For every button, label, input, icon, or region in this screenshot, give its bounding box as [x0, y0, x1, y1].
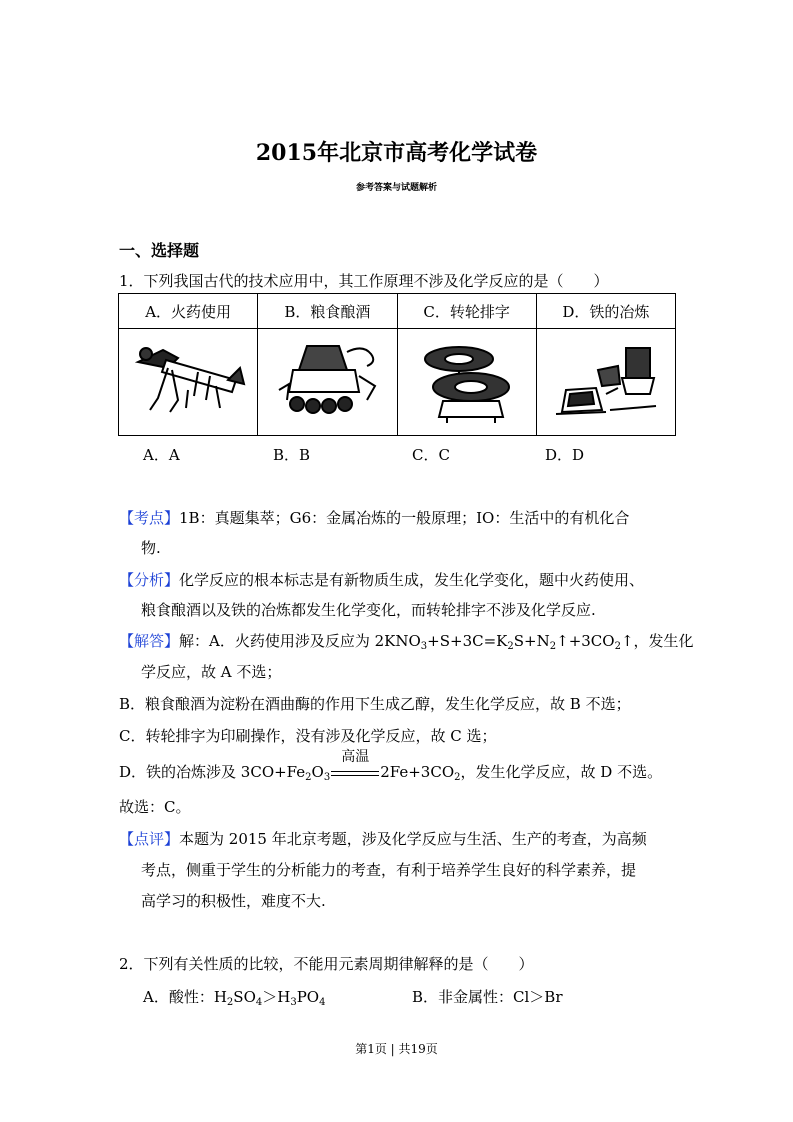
q1-option-a: A．A — [143, 446, 180, 464]
jieda-option-d: D．铁的冶炼涉及 $3CO+Fe_2O_3$ 高温 $2Fe+3CO_2$，发生化学反应，故 D 不选。 — [119, 749, 663, 783]
dianping-line-3: 高学习的积极性，难度不大. — [141, 892, 326, 910]
fenxi-label: 【分析】 — [119, 571, 180, 589]
q1-stem: 1．下列我国古代的技术应用中，其工作原理不涉及化学反应的是（ ） — [119, 272, 609, 290]
iron-smelting-image — [536, 329, 675, 436]
q1-option-table — [118, 293, 676, 436]
page-footer: 第1页 | 共19页 — [355, 1042, 438, 1056]
reaction-condition: 高温 — [330, 763, 380, 781]
fenxi-line-2: 粮食酿酒以及铁的冶炼都发生化学变化，而转轮排字不涉及化学反应. — [141, 601, 596, 619]
movable-type-wheels-image — [397, 329, 536, 436]
table-header-d: D．铁的冶炼 — [536, 294, 675, 329]
q1-option-d: D．D — [545, 446, 585, 464]
fenxi-text: 化学反应的根本标志是有新物质生成，发生化学变化，题中火药使用、 — [179, 571, 645, 589]
jieda-line-2: 学反应，故 A 不选； — [141, 663, 282, 681]
kaodian-line-1 — [119, 507, 629, 528]
table-header-c: C．转轮排字 — [397, 294, 536, 329]
distillery-image — [258, 329, 397, 436]
gunpowder-rocket-image — [119, 329, 258, 436]
jieda-line-1: 【解答】解：A．火药使用涉及反应为 $2KNO_3+S+3C=K_2S+N_2↑+3CO_2↑$，发生化 — [119, 632, 694, 652]
jieda-option-c: C．转轮排字为印刷操作，没有涉及化学反应，故 C 选； — [119, 727, 497, 745]
fenxi-line-1 — [119, 569, 644, 590]
q2-stem: 2．下列有关性质的比较，不能用元素周期律解释的是（ ） — [119, 955, 534, 973]
section-title: 一、选择题 — [119, 241, 200, 260]
kaodian-line-2: 物. — [141, 539, 161, 557]
page-title: 2015年北京市高考化学试卷 — [255, 140, 538, 166]
jieda-option-b: B．粮食酿酒为淀粉在酒曲酶的作用下生成乙醇，发生化学反应，故 B 不选； — [119, 695, 631, 713]
dianping-label: 【点评】 — [119, 830, 180, 848]
page-subtitle: 参考答案与试题解析 — [355, 183, 437, 193]
dianping-line-1: 【点评】本题为 2015 年北京考题，涉及化学反应与生活、生产的考查，为高频 — [119, 830, 647, 848]
q1-option-b: B．B — [273, 446, 311, 464]
dianping-line-2: 考点，侧重于学生的分析能力的考查，有利于培养学生良好的科学素养，提 — [141, 861, 637, 879]
q2-option-b: B．非金属性：Cl＞Br — [412, 988, 563, 1006]
answer-line: 故选：C。 — [119, 798, 191, 816]
q1-option-c: C．C — [412, 446, 450, 464]
jieda-label: 【解答】 — [119, 632, 180, 650]
table-header-a: A．火药使用 — [119, 294, 258, 329]
q2-option-a: A．酸性：$H_2SO_4>H_3PO_4$ — [143, 988, 326, 1008]
kaodian-label: 【考点】 — [119, 509, 180, 527]
kaodian-text: 1B：真题集萃；G6：金属冶炼的一般原理；IO：生活中的有机化合 — [179, 509, 630, 527]
table-header-b: B．粮食酿酒 — [258, 294, 397, 329]
